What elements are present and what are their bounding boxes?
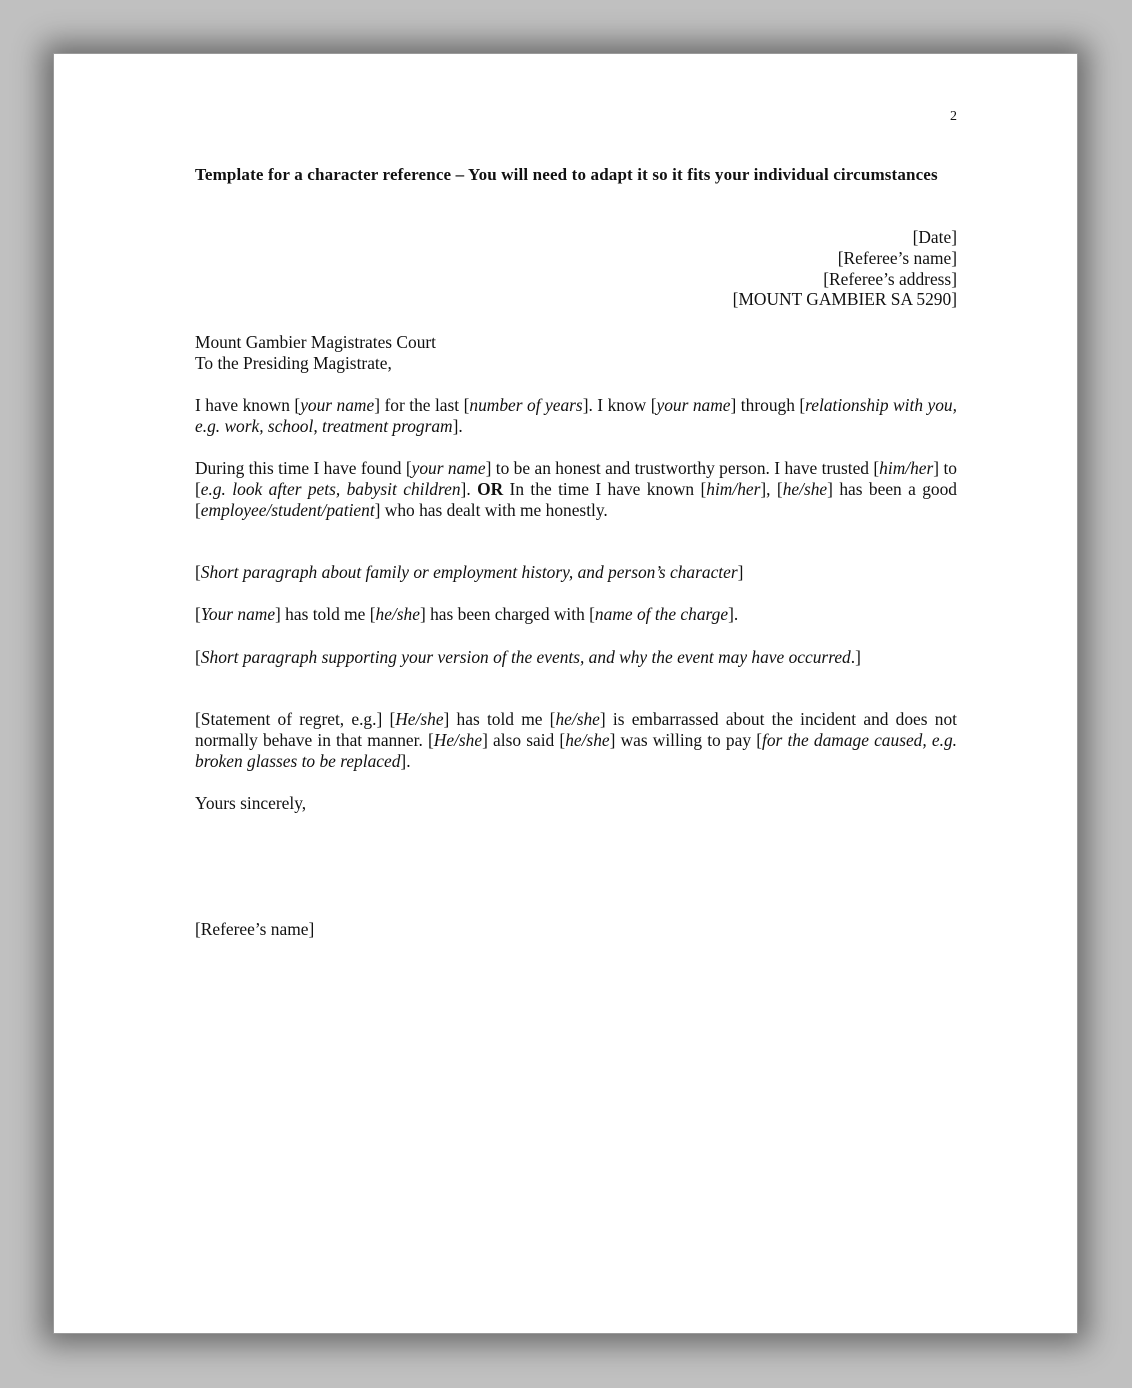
paragraph-events [195, 647, 957, 668]
placeholder: name of the charge [594, 604, 729, 624]
text: ]. I know [ [582, 395, 657, 415]
text: [Statement of regret, e.g.] [ [195, 709, 396, 729]
text: ]. [400, 750, 411, 771]
placeholder: Short paragraph supporting your version of the events, and why the event may have occurred [200, 647, 851, 667]
recipient-block [195, 332, 957, 374]
paragraph-known [195, 395, 957, 437]
placeholder: Your name [200, 604, 276, 624]
text: ] through [ [730, 395, 806, 415]
text: ] also said [ [482, 729, 566, 750]
text: ]. [728, 604, 739, 624]
placeholder: employee/student/patient [200, 499, 375, 520]
placeholder: number of years [469, 395, 583, 415]
date-line: [Date] [912, 227, 957, 247]
paragraph-regret [195, 709, 957, 771]
placeholder: He/she [395, 709, 444, 729]
text: In the time I have known [ [503, 478, 707, 499]
or-keyword: OR [477, 478, 504, 499]
text: ] has been a good [ [195, 478, 958, 520]
city-line: [MOUNT GAMBIER SA 5290] [732, 289, 957, 310]
salutation: To the Presiding Magistrate, [195, 352, 392, 373]
text: ]. [452, 415, 463, 436]
document-page [53, 53, 1078, 1334]
text: [ [195, 647, 201, 667]
text: ], [ [760, 478, 783, 499]
paragraph-charge [195, 604, 957, 625]
placeholder: He/she [433, 729, 483, 750]
placeholder: for the damage caused, e.g. broken glasses to be replaced [195, 729, 958, 771]
text: ] was willing to pay [ [609, 729, 762, 750]
text: .] [850, 647, 861, 667]
page-number: 2 [950, 109, 957, 124]
document-title: Template for a character reference – You will need to adapt it so it fits your individual circumstances [195, 165, 938, 184]
placeholder: your name [656, 395, 731, 415]
text: ] [737, 562, 744, 582]
placeholder: your name [300, 395, 375, 415]
placeholder: your name [411, 458, 486, 478]
text: During this time I have found [ [195, 458, 412, 478]
placeholder: he/she [555, 709, 600, 729]
placeholder: relationship with you, e.g. work, school, treatment program [195, 395, 957, 436]
address-block [195, 227, 957, 310]
text: ] for the last [ [374, 395, 470, 415]
referee-address-line: [Referee’s address] [823, 268, 957, 289]
text: ] to [ [195, 458, 957, 499]
text: ] has told me [ [443, 709, 556, 729]
court-name: Mount Gambier Magistrates Court [195, 332, 437, 352]
paragraph-trust [195, 458, 957, 520]
text: ]. [460, 478, 478, 499]
closing: Yours sincerely, [195, 793, 307, 813]
signature-name: [Referee’s name] [195, 919, 315, 939]
placeholder: him/her [706, 478, 761, 499]
referee-name-line: [Referee’s name] [837, 247, 957, 268]
placeholder: he/she [375, 604, 420, 624]
text: ] is embarrassed about the incident and does not normally behave in that manner. [ [195, 709, 957, 750]
paragraph-history [195, 562, 957, 583]
text: ] to be an honest and trustworthy person. I have trusted [ [485, 458, 880, 478]
text: [ [195, 562, 201, 582]
placeholder: Short paragraph about family or employment history, and person’s character [200, 562, 738, 582]
text: ] has been charged with [ [419, 604, 595, 624]
placeholder: him/her [879, 458, 934, 478]
text: [ [195, 604, 201, 624]
placeholder: e.g. look after pets, babysit children [200, 478, 461, 499]
text: ] who has dealt with me honestly. [374, 499, 608, 520]
text: I have known [ [195, 395, 301, 415]
text: ] has told me [ [275, 604, 376, 624]
placeholder: he/she [782, 478, 828, 499]
placeholder: he/she [565, 729, 610, 750]
